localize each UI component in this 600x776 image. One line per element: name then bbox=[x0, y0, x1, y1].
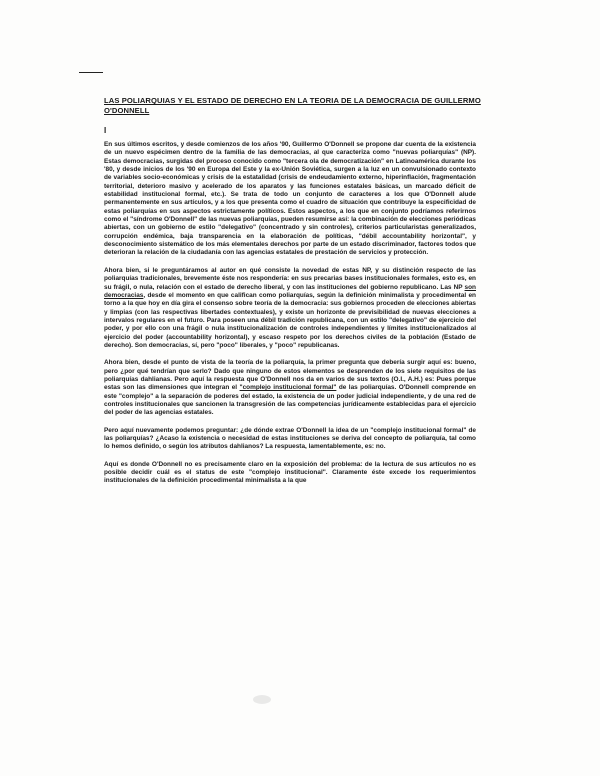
scan-smudge bbox=[253, 695, 271, 704]
document-body bbox=[104, 141, 476, 495]
section-number: I bbox=[104, 126, 107, 135]
paragraph-1: En sus últimos escritos, y desde comienzos de los años '90, Guillermo O'Donnell se propone dar cuenta de la existencia de un nuevo espécimen dentro de la familia de las democracias, al que caracteriza como "nuevas poliarquías" (NP). Estas democracias, surgidas del proceso conocido como "tercera ola de democratización" en Latinoamérica durante los '80, y desde inicios de los '90 en Europa del Este y la ex-Unión Soviética, surgen a la luz en un convulsionado contexto de variables socio-económicas y crisis de la estatalidad (crisis de endeudamiento externo, hiperinflación, fragmentación territorial, deterioro masivo y acelerado de los aparatos y las funciones estatales básicas, un marcado déficit de estabilidad institucional formal, etc.). Se trata de todo un conjunto de caracteres a los que O'Donnell alude permanentemente en sus artículos, y a los que presenta como el cuadro de situación que contribuye la especificidad de estas poliarquías en sus aspectos estrictamente políticos. Estos aspectos, a los que en conjunto podríamos referirnos como el "síndrome O'Donnell" de las nuevas poliarquías, pueden resumirse así: la combinación de elecciones periódicas abiertas, con un gobierno de estilo "delegativo" (concentrado y sin controles), criterios particularistas generalizados, corrupción endémica, baja transparencia en la elaboración de políticas, "débil accountability horizontal", y desconocimiento sistemático de los más elementales derechos por parte de un estado discriminador, factores todos que deterioran la relación de la ciudadanía con las agencias estatales de prestación de servicios y protección. bbox=[104, 141, 476, 257]
paragraph-4: Pero aquí nuevamente podemos preguntar: ¿de dónde extrae O'Donnell la idea de un "complejo institucional formal" de las poliarquías? ¿Acaso la existencia o necesidad de estas instituciones se deriva del concepto de poliarquía, tal como lo hemos definido, o según los atributos dahlianos? La respuesta, lamentablemente, es: no. bbox=[104, 426, 476, 451]
paragraph-3: Ahora bien, desde el punto de vista de la teoría de la poliarquía, la primer pregunta que debería surgir aquí es: bueno, pero ¿por qué tendrían que serlo? Dado que ninguno de estos elementos se desprenden de los siete requisitos de las poliarquías dahlianas. Pero aquí la respuesta que O'Donnell nos da en varios de sus textos (O.I., A.H.) es: Pues porque estas son las dimensiones que integran el "complejo institucional formal" de las poliarquías. O'Donnell comprende en este "complejo" a la separación de poderes del estado, la existencia de un poder judicial independiente, y de una red de controles institucionales que sancionen la transgresión de las competencias jurídicamente establecidas para el ejercicio del poder de las agencias estatales. bbox=[104, 359, 476, 417]
paragraph-2: Ahora bien, si le preguntáramos al autor en qué consiste la novedad de estas NP, y su distinción respecto de las poliarquías tradicionales, brevemente éste nos respondería: en sus precarias bases institucionales formales, esto es, en su frágil, o nula, relación con el estado de derecho liberal, y con las instituciones del gobierno republicano. Las NP son democracias, desde el momento en que califican como poliarquías, según la definición minimalista y procedimental en torno a la que hoy en día gira el consenso sobre teoría de la democracia: sus gobiernos proceden de elecciones abiertas y limpias (con las respectivas libertades contextuales), y existe un horizonte de previsibilidad de nuevas elecciones a intervalos regulares en el futuro. Para poseen una débil tradición republicana, con un estilo "delegativo" de ejercicio del poder, y por ello con una frágil o nula institucionalización de controles independientes y límites institucionalizados al ejercicio del poder (accountability horizontal), y escaso respeto por los derechos civiles de la población (Estado de derecho). Son democracias, sí, pero "poco" liberales, y "poco" republicanas. bbox=[104, 266, 476, 349]
document-title: LAS POLIARQUIAS Y EL ESTADO DE DERECHO EN LA TEORIA DE LA DEMOCRACIA DE GUILLERMO O'DONNELL bbox=[104, 96, 481, 115]
top-rule bbox=[79, 72, 103, 73]
paragraph-5: Aquí es donde O'Donnell no es precisamente claro en la exposición del problema: de la lectura de sus artículos no es posible decidir cuál es el status de este "complejo institucional". Claramente éste excede los requerimientos institucionales de la definición procedimental minimalista a la que bbox=[104, 460, 476, 485]
